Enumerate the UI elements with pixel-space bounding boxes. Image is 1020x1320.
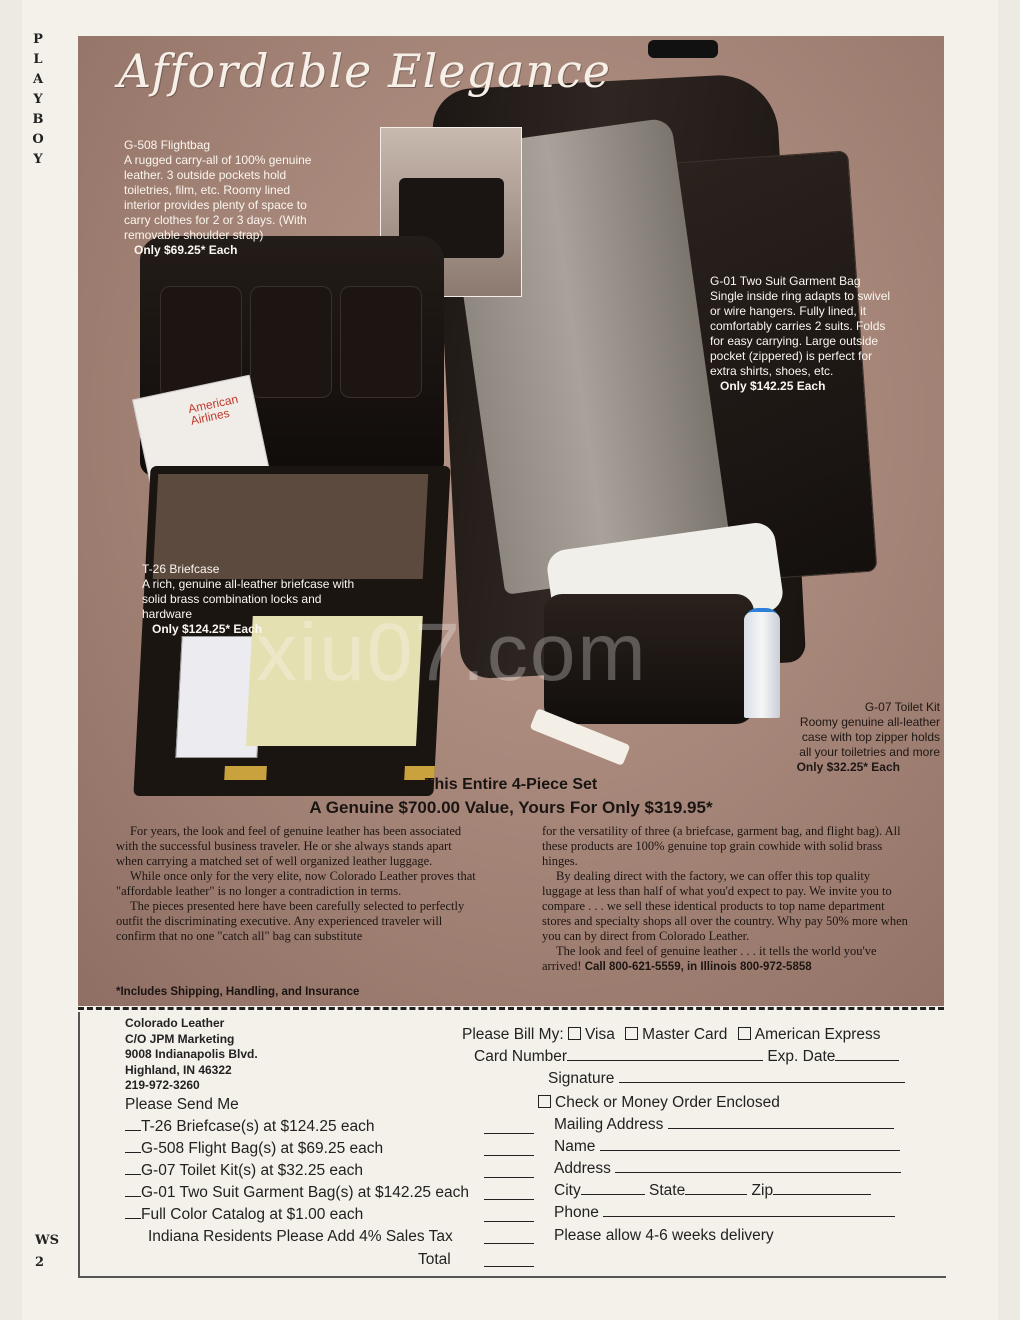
product-desc-line: leather. 3 outside pockets hold [124, 168, 287, 182]
offer-line-1: This Entire 4-Piece Set [424, 776, 598, 793]
city-state-zip-row [554, 1182, 871, 1200]
margin-letter: A [32, 72, 44, 87]
product-desc-line: Roomy genuine all-leather [799, 715, 940, 729]
flightbag-pocket [250, 286, 332, 398]
name-field[interactable] [600, 1138, 900, 1151]
mailing-address-row [554, 1116, 894, 1134]
garment-bag-handle-image [648, 40, 718, 58]
qty-field-flightbag[interactable] [484, 1155, 534, 1156]
card-number-label: Card Number [474, 1048, 568, 1065]
mailing-address-label: Mailing Address [554, 1116, 664, 1133]
product-price: Only $124.25* Each [152, 622, 263, 636]
product-desc-line: for easy carrying. Large outside [710, 334, 879, 348]
product-desc-line: removable shoulder strap) [124, 228, 264, 242]
name-row [554, 1138, 900, 1156]
order-item: G-07 Toilet Kit(s) at $32.25 each [125, 1162, 363, 1180]
product-desc-line: extra shirts, shoes, etc. [710, 364, 834, 378]
qty-field-garment-bag[interactable] [484, 1199, 534, 1200]
product-desc-line: Single inside ring adapts to swivel [710, 289, 891, 303]
page-number: 2 [35, 1255, 45, 1270]
qty-field-toilet-kit[interactable] [484, 1177, 534, 1178]
check-option-row [538, 1094, 780, 1112]
visa-checkbox[interactable] [568, 1027, 581, 1040]
product-desc-line: interior provides plenty of space to [124, 198, 307, 212]
please-bill-label: Please Bill My: [462, 1026, 564, 1043]
margin-letter: Y [33, 92, 43, 107]
signature-row [548, 1070, 905, 1088]
mastercard-label: Master Card [642, 1026, 728, 1043]
product-name: T-26 Briefcase [142, 562, 220, 576]
payment-options-row [462, 1026, 881, 1044]
product-desc-line: hardware [142, 607, 193, 621]
product-name: G-508 Flightbag [124, 138, 211, 152]
body-paragraph: By dealing direct with the factory, we can offer this top quality luggage at less than half of what you'd expect to pay. We invite you to compare . . . we sell these identical products to top name department stores and specialty shops all over the country. Why pay 50% more when you can by direct from Colorado Leather. [542, 869, 908, 943]
product-desc-line: comfortably carries 2 suits. Folds [710, 319, 886, 333]
phone-numbers: Call 800-621-5559, in Illinois 800-972-5858 [584, 961, 812, 973]
total-field[interactable] [484, 1266, 534, 1267]
phone-row [554, 1204, 895, 1222]
amex-checkbox[interactable] [738, 1027, 751, 1040]
state-field[interactable] [685, 1182, 747, 1195]
exp-date-label: Exp. Date [767, 1048, 836, 1065]
address-line: Highland, IN 46322 [125, 1062, 232, 1077]
order-coupon [78, 1012, 946, 1278]
product-price: Only $69.25* Each [134, 243, 238, 257]
advertisement-photo [78, 36, 944, 1006]
margin-letter: O [32, 132, 44, 147]
product-price: Only $142.25 Each [720, 379, 826, 393]
product-name: G-01 Two Suit Garment Bag [710, 274, 861, 288]
mastercard-checkbox[interactable] [625, 1027, 638, 1040]
address-line: Colorado Leather [125, 1016, 225, 1030]
order-item: T-26 Briefcase(s) at $124.25 each [125, 1118, 375, 1136]
order-item: G-508 Flight Bag(s) at $69.25 each [125, 1140, 383, 1158]
product-desc-line: A rugged carry-all of 100% genuine [124, 153, 312, 167]
state-label: State [649, 1182, 686, 1199]
headline: Affordable Elegance [118, 44, 612, 98]
product-desc-line: or wire hangers. Fully lined, it [710, 304, 867, 318]
order-item: Full Color Catalog at $1.00 each [125, 1206, 363, 1224]
product-flightbag [124, 138, 311, 258]
city-field[interactable] [581, 1182, 645, 1195]
visa-label: Visa [584, 1026, 615, 1043]
body-paragraph: The pieces presented here have been carefully selected to perfectly outfit the discriminating executive. Any experienced traveler will confirm that no one "catch all" bag can substitute [116, 899, 465, 943]
product-desc-line: case with top zipper holds [801, 730, 940, 744]
margin-letter: P [33, 32, 43, 47]
body-paragraph: For years, the look and feel of genuine leather has been associated with the successful business traveler. He or she always stands apart when carrying a matched set of well organized leather luggage. [116, 824, 462, 868]
address-line: 219-972-3260 [125, 1078, 200, 1092]
amex-label: American Express [754, 1026, 881, 1043]
body-paragraph: While once only for the very elite, now Colorado Leather proves that "affordable leather" is no longer a contradiction in terms. [116, 869, 476, 898]
address-row [554, 1160, 901, 1178]
body-copy-left [116, 824, 478, 944]
sales-tax-note: Indiana Residents Please Add 4% Sales Tax [148, 1228, 453, 1245]
product-desc-line: carry clothes for 2 or 3 days. (With [124, 213, 307, 227]
body-paragraph: The look and feel of genuine leather . . . it tells the world you've arrived! [542, 944, 877, 973]
address-line: C/O JPM Marketing [125, 1031, 235, 1046]
qty-field-briefcase[interactable] [484, 1133, 534, 1134]
exp-date-field[interactable] [835, 1048, 899, 1061]
name-label: Name [554, 1138, 596, 1155]
signature-field[interactable] [619, 1070, 905, 1083]
company-address [125, 1016, 258, 1094]
product-desc-line: pocket (zippered) is perfect for [710, 349, 873, 363]
card-number-row [474, 1048, 899, 1066]
magazine-name-vertical [28, 32, 48, 172]
phone-field[interactable] [603, 1204, 895, 1217]
order-item: G-01 Two Suit Garment Bag(s) at $142.25 each [125, 1184, 469, 1202]
ticket-text: American Airlines [186, 391, 240, 428]
section-code: WS [35, 1233, 59, 1248]
coupon-cut-line [78, 1007, 944, 1010]
watermark: xiu07.com [256, 607, 648, 698]
zip-label: Zip [751, 1182, 774, 1199]
check-money-order-label: Check or Money Order Enclosed [555, 1094, 780, 1111]
product-toilet-kit [760, 700, 940, 775]
product-price: Only $32.25* Each [796, 760, 900, 774]
card-number-field[interactable] [567, 1048, 763, 1061]
margin-letter: Y [33, 152, 43, 167]
sales-tax-field[interactable] [484, 1243, 534, 1244]
delivery-note: Please allow 4-6 weeks delivery [554, 1227, 774, 1244]
signature-label: Signature [548, 1070, 615, 1087]
total-label: Total [418, 1251, 451, 1268]
qty-field-catalog[interactable] [484, 1221, 534, 1222]
product-desc-line: toiletries, film, etc. Roomy lined [124, 183, 291, 197]
product-desc-line: A rich, genuine all-leather briefcase with [142, 577, 355, 591]
footnote: *Includes Shipping, Handling, and Insurance [116, 986, 360, 998]
address-label: Address [554, 1160, 611, 1177]
margin-letter: L [33, 52, 43, 67]
phone-label: Phone [554, 1204, 599, 1221]
address-line: 9008 Indianapolis Blvd. [125, 1047, 258, 1061]
zip-field[interactable] [773, 1182, 871, 1195]
address-field[interactable] [615, 1160, 901, 1173]
body-paragraph: for the versatility of three (a briefcase, garment bag, and flight bag). All these products are 100% genuine top grain cowhide with solid brass hinges. [542, 824, 901, 868]
city-label: City [554, 1182, 581, 1199]
flightbag-pocket [340, 286, 422, 398]
product-desc-line: all your toiletries and more [799, 745, 940, 759]
mailing-address-field[interactable] [668, 1116, 894, 1129]
margin-letter: B [32, 112, 44, 127]
check-money-order-checkbox[interactable] [538, 1095, 551, 1108]
product-name: G-07 Toilet Kit [864, 700, 940, 714]
product-desc-line: solid brass combination locks and [142, 592, 322, 606]
offer-line-2: A Genuine $700.00 Value, Yours For Only $319.95* [309, 798, 713, 817]
please-send-label: Please Send Me [125, 1096, 239, 1113]
product-garment-bag [710, 274, 890, 394]
body-copy-right [542, 824, 908, 975]
